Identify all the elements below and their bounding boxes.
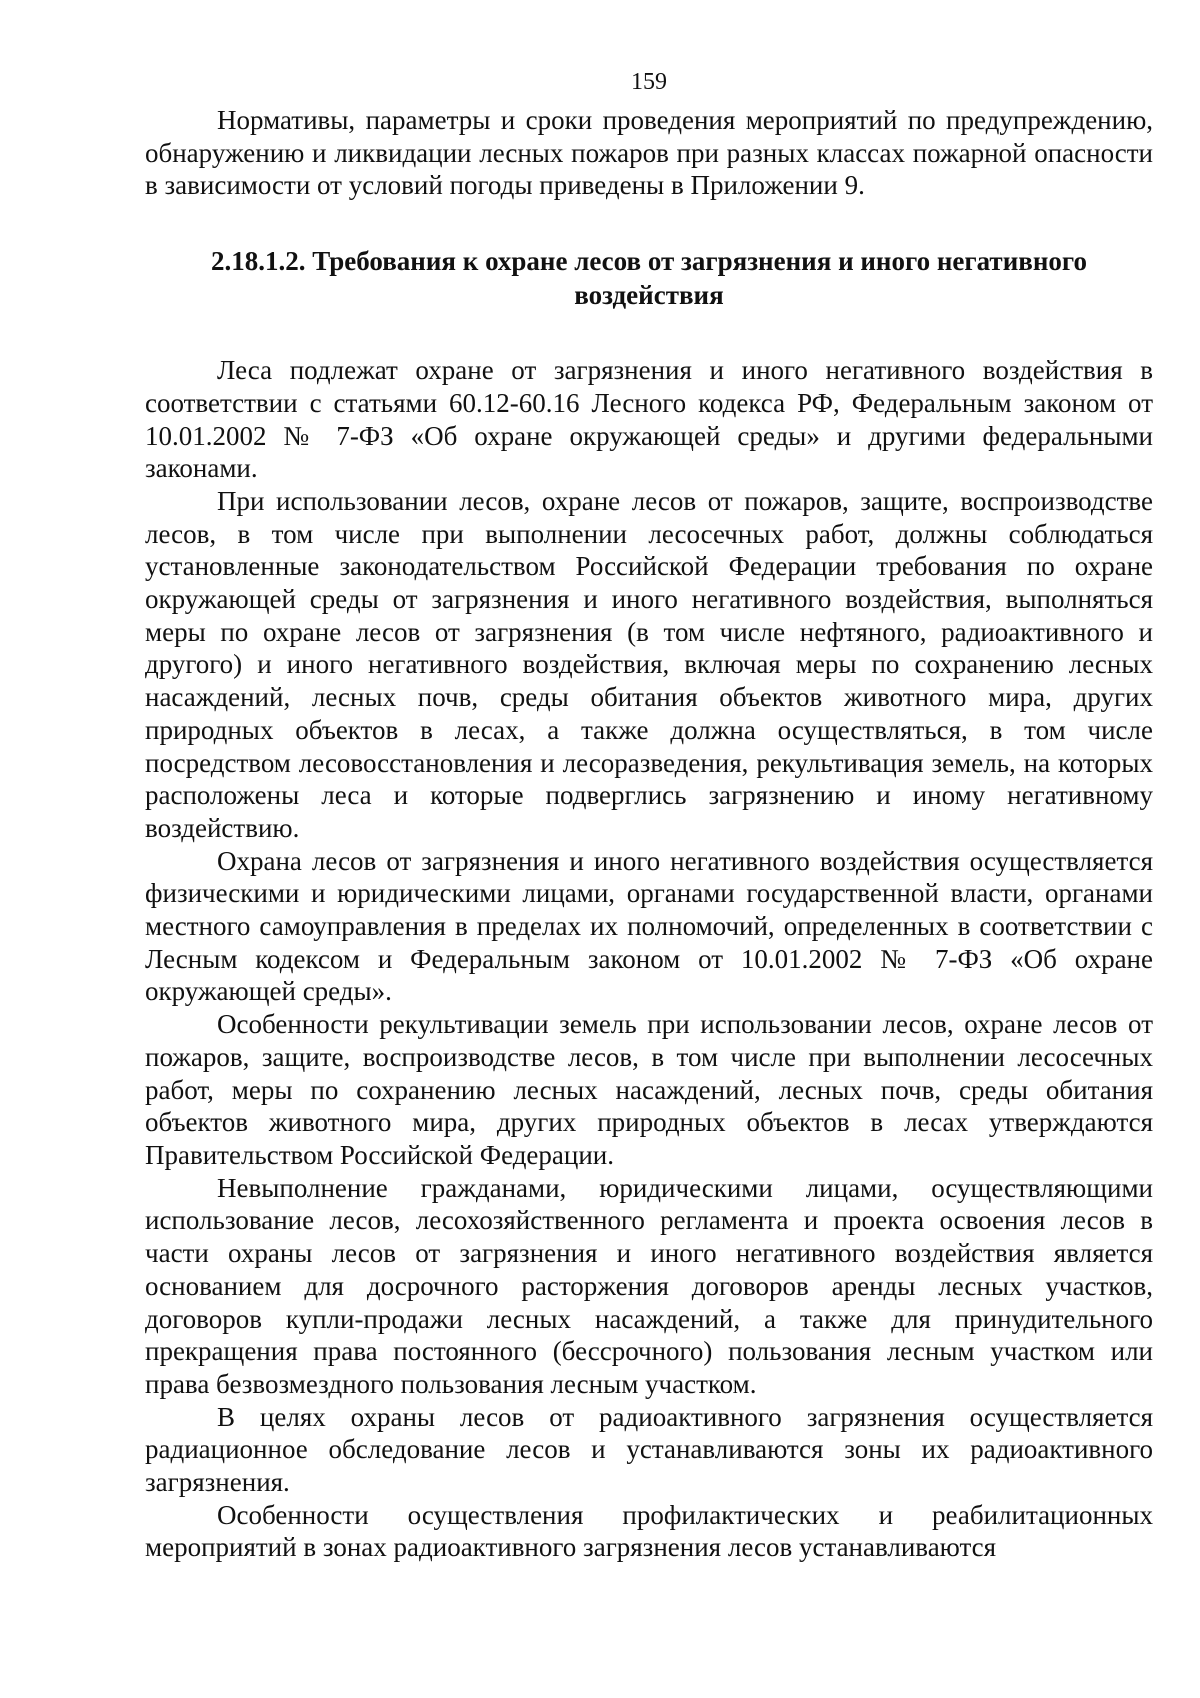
paragraph-radiation-measures: Особенности осуществления профилактических и реабилитационных мероприятий в зонах радиоактивного загрязнения лесов устанавливаются	[145, 1499, 1153, 1563]
paragraph-requirements: При использовании лесов, охране лесов от пожаров, защите, воспроизводстве лесов, в том числе при выполнении лесосечных работ, должны соблюдаться установленные законодательством Российской Федерации требования по охране окружающей среды от загрязнения и иного негативного воздействия, выполняться меры по охране лесов от загрязнения (в том числе нефтяного, радиоактивного и другого) и иного негативного воздействия, включая меры по сохранению лесных насаждений, лесных почв, среды обитания объектов животного мира, других природных объектов в лесах, а также должна осуществляться, в том числе посредством лесовосстановления и лесоразведения, рекультивация земель, на которых расположены леса и которые подверглись загрязнению и иному негативному воздействию.	[145, 485, 1153, 843]
paragraph-legal-basis: Леса подлежат охране от загрязнения и иного негативного воздействия в соответствии с статьями 60.12-60.16 Лесного кодекса РФ, Федеральным законом от 10.01.2002 № 7-ФЗ «Об охране окружающей среды» и другими федеральными законами.	[145, 355, 1153, 484]
paragraph-responsible-parties: Охрана лесов от загрязнения и иного негативного воздействия осуществляется физическими и юридическими лицами, органами государственной власти, органами местного самоуправления в пределах их полномочий, определенных в соответствии с Лесным кодексом и Федеральным законом от 10.01.2002 № 7-ФЗ «Об охране окружающей среды».	[145, 845, 1153, 1007]
document-page	[145, 66, 1153, 1564]
paragraph-radiation-survey: В целях охраны лесов от радиоактивного загрязнения осуществляется радиационное обследование лесов и устанавливаются зоны их радиоактивного загрязнения.	[145, 1401, 1153, 1498]
page-number: 159	[631, 69, 667, 95]
paragraph-non-compliance: Невыполнение гражданами, юридическими лицами, осуществляющими использование лесов, лесохозяйственного регламента и проекта освоения лесов в части охраны лесов от загрязнения и иного негативного воздействия является основанием для досрочного расторжения договоров аренды лесных участков, договоров купли-продажи лесных насаждений, а также для принудительного прекращения права постоянного (бессрочного) пользования лесным участком или права безвозмездного пользования лесным участком.	[145, 1172, 1153, 1399]
intro-paragraph: Нормативы, параметры и сроки проведения мероприятий по предупреждению, обнаружению и ликвидации лесных пожаров при разных классах пожарной опасности в зависимости от условий погоды приведены в Приложении 9.	[145, 105, 1153, 201]
paragraph-land-recultivation: Особенности рекультивации земель при использовании лесов, охране лесов от пожаров, защите, воспроизводстве лесов, в том числе при выполнении лесосечных работ, меры по сохранению лесных насаждений, лесных почв, среды обитания объектов животного мира, других природных объектов в лесах утверждаются Правительством Российской Федерации.	[145, 1009, 1153, 1170]
section-heading: 2.18.1.2. Требования к охране лесов от загрязнения и иного негативного воздействия	[211, 246, 1087, 311]
